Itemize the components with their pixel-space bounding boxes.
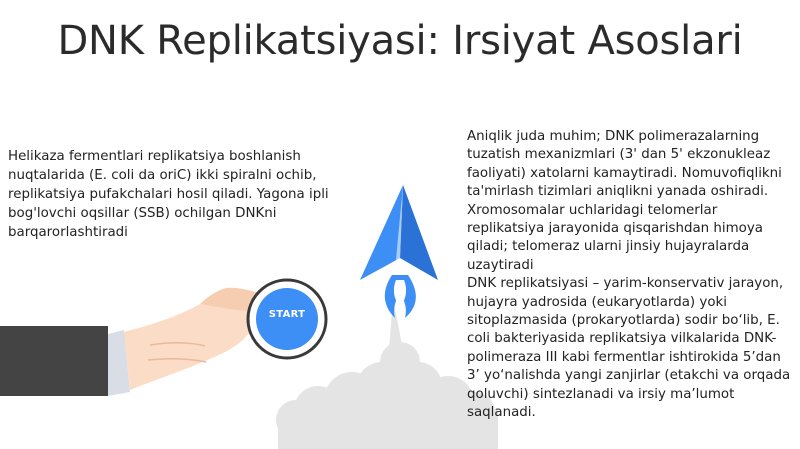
replication-paragraph: DNK replikatsiyasi – yarim-konservativ jarayon, hujayra yadrosida (eukaryotlarda) yoki sitoplazmasida (prokaryotlarda) sodir bo‘lib, E. coli bakteriyasida replikatsiya vilkalarida DNK-polimeraza III kabi fermentlar ishtirokida 5’dan 3’ yo‘nalishda yangi zanjirlar (etakchi va orqada qoluvchi) sintezlanadi va irsiy ma’lumot saqlanadi. — [467, 276, 791, 421]
paper-rocket-icon — [360, 185, 438, 318]
start-button-label[interactable]: START — [268, 309, 306, 320]
accuracy-paragraph: Aniqlik juda muhim; DNK polimerazalarning tuzatish mexanizmlari (3' dan 5' ekzonukleaz faoliyati) xatolarni kamaytiradi. Nomuvofiqlikni ta'mirlash tizimlari aniqlikni yanada oshiradi. Xromosomalar uchlaridagi telomerlar replikatsiya jarayonida qisqarishdan himoya qiladi; telomeraz ularni jinsiy hujayralarda uzaytiradi — [467, 129, 782, 273]
page-title: DNK Replikatsiyasi: Irsiyat Asoslari — [57, 18, 743, 64]
hand-pointer-icon — [0, 288, 293, 396]
right-description — [467, 128, 797, 423]
left-description: Helikaza fermentlari replikatsiya boshlanish nuqtalarida (E. coli da oriC) ikki spiralni ochib, replikatsiya pufakchalari hosil qiladi. Yagona ipli bog'lovchi oqsillar (SSB) ochilgan DNKni barqarorlashtiradi — [8, 149, 329, 240]
